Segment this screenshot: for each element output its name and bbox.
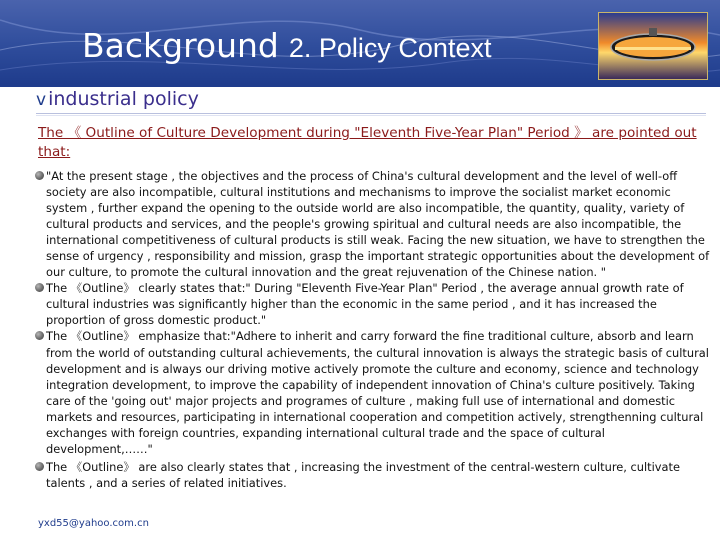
paragraph-2 (34, 280, 712, 328)
bullet-icon (35, 171, 44, 180)
paragraph-text: The 《Outline》 emphasize that:"Adhere to inherit and carry forward the fine traditional culture, absorb and learn from the world of outstanding cultural achievements, the cultural innovation is always the strategic basis of cultural development and is always our driving motive actively promote the culture and economy, science and technology integration development, to improve the capability of independent innovation of China's culture positively. Taking care of the 'going out' major projects and programes of culture , making full use of international and domestic markets and resources, participating in international cooperation and competition actively, strengthenning cultural exchanges with foreign countries, expanding international cultural trade and the space of cultural development,……" (46, 329, 709, 456)
section-subtitle (36, 88, 199, 110)
paragraph-text: "At the present stage , the objectives and the process of China's cultural development and the level of well-off society are also incompatible, cultural institutions and mechanisms to improve the socialist market economic system , further expand the opening to the outside world are also incompatible, the quantity, quality, variety of cultural products and services, and the people's growing spiritual and cultural needs are also incompatible, the international competitiveness of cultural products is still weak. Facing the new situation, we have to strengthen the sense of urgency , responsibility and mission, grasp the important strategic opportunities about the development of our culture, to promote the cultural innovation and the great rejuvenation of the Chinese nation. " (46, 169, 710, 280)
logo-image (598, 12, 708, 80)
diamond-bullet-icon: v (36, 90, 47, 110)
paragraph-4 (34, 459, 712, 491)
paragraph-3 (34, 328, 712, 456)
paragraph-1 (34, 168, 712, 280)
outline-heading: The 《 Outline of Culture Development during "Eleventh Five-Year Plan" Period 》 are pointed out that: (38, 125, 697, 160)
paragraph-text: The 《Outline》 are also clearly states that , increasing the investment of the central-western culture, cultivate talents , and a series of related initiatives. (46, 459, 680, 490)
bullet-icon (35, 462, 44, 471)
header-underline (0, 84, 720, 87)
bullet-icon (35, 283, 44, 292)
divider (36, 115, 706, 116)
header-band (0, 0, 720, 84)
paragraph-text: The 《Outline》 clearly states that:" During "Eleventh Five-Year Plan" Period , the average annual growth rate of cultural industries was significantly higher than the economic in the same period , and it has increased the proportion of gross domestic product." (46, 281, 684, 328)
bullet-icon (35, 331, 44, 340)
footer-email: yxd55@yahoo.com.cn (38, 518, 149, 529)
title-main: Background (82, 26, 279, 65)
title-sub: 2. Policy Context (288, 33, 492, 63)
body-text (34, 168, 712, 491)
subtitle-text: industrial policy (48, 88, 199, 110)
divider (36, 113, 706, 114)
slide-title (82, 26, 491, 65)
sunset-mirror-icon (599, 13, 707, 79)
